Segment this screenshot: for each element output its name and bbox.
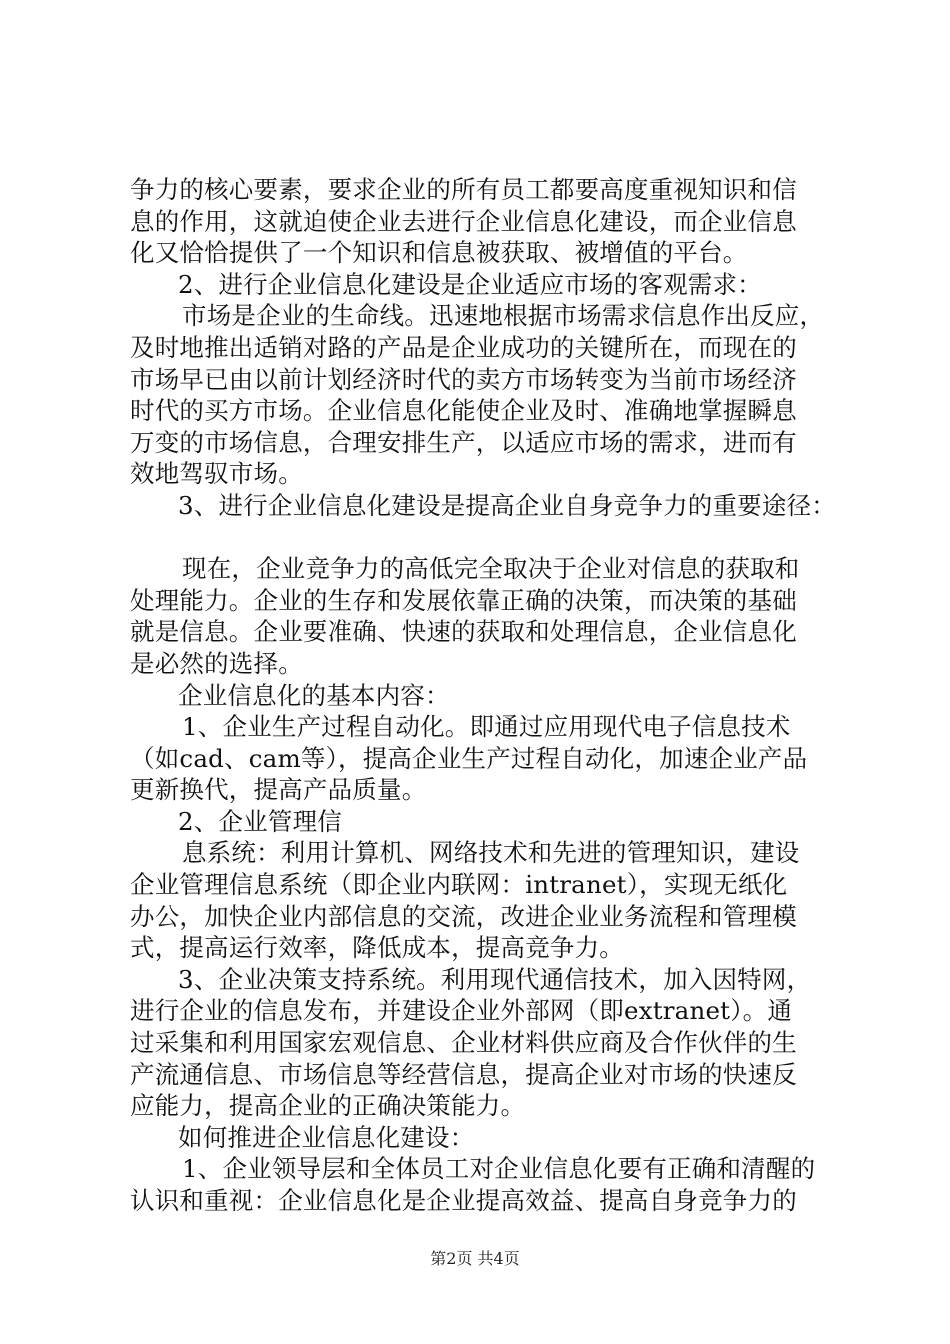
text-line: 息的作用，这就迫使企业去进行企业信息化建设，而企业信息 <box>130 206 797 236</box>
text-line: 企业管理信息系统（即企业内联网：intranet），实现无纸化 <box>130 870 788 900</box>
document-body <box>130 174 836 1217</box>
text-line: 1、企业领导层和全体员工对企业信息化要有正确和清醒的 <box>182 1154 816 1184</box>
section-heading: 2、企业管理信 <box>178 806 342 836</box>
text-line: 1、企业生产过程自动化。即通过应用现代电子信息技术 <box>182 712 791 742</box>
text-line: 式，提高运行效率，降低成本，提高竞争力。 <box>130 933 624 963</box>
section-heading: 企业信息化的基本内容： <box>178 680 450 710</box>
text-line: （如cad、cam等），提高企业生产过程自动化，加速企业产品 <box>130 743 808 773</box>
text-line: 现在，企业竞争力的高低完全取决于企业对信息的获取和 <box>182 554 800 584</box>
text-line: 化又恰恰提供了一个知识和信息被获取、被增值的平台。 <box>130 238 748 268</box>
text-line: 效地驾驭市场。 <box>130 459 303 489</box>
text-line: 及时地推出适销对路的产品是企业成功的关键所在，而现在的 <box>130 332 797 362</box>
text-line: 争力的核心要素，要求企业的所有员工都要高度重视知识和信 <box>130 175 797 204</box>
text-line: 过采集和利用国家宏观信息、企业材料供应商及合作伙伴的生 <box>130 1028 797 1058</box>
text-line: 3、企业决策支持系统。利用现代通信技术，加入因特网， <box>178 964 812 994</box>
text-line: 进行企业的信息发布，并建设企业外部网（即extranet）。通 <box>130 996 793 1026</box>
text-line: 产流通信息、市场信息等经营信息，提高企业对市场的快速反 <box>130 1059 797 1089</box>
text-line: 应能力，提高企业的正确决策能力。 <box>130 1091 526 1121</box>
page-number-footer: 第2页 共4页 <box>430 1249 520 1268</box>
section-heading: 如何推进企业信息化建设： <box>178 1122 475 1152</box>
section-heading: 3、进行企业信息化建设是提高企业自身竞争力的重要途径： <box>178 490 836 520</box>
text-line: 办公，加快企业内部信息的交流，改进企业业务流程和管理模 <box>130 901 797 931</box>
text-line: 是必然的选择。 <box>130 648 303 678</box>
text-line: 更新换代，提高产品质量。 <box>130 775 427 805</box>
text-line: 认识和重视：企业信息化是企业提高效益、提高自身竞争力的 <box>130 1186 797 1215</box>
text-line: 万变的市场信息，合理安排生产，以适应市场的需求，进而有 <box>130 427 797 457</box>
text-line: 就是信息。企业要准确、快速的获取和处理信息，企业信息化 <box>130 617 797 647</box>
section-heading: 2、进行企业信息化建设是企业适应市场的客观需求： <box>178 269 762 299</box>
text-line: 处理能力。企业的生存和发展依靠正确的决策，而决策的基础 <box>130 585 797 615</box>
text-line: 市场早已由以前计划经济时代的卖方市场转变为当前市场经济 <box>130 364 797 394</box>
text-line: 时代的买方市场。企业信息化能使企业及时、准确地掌握瞬息 <box>130 396 797 426</box>
text-line: 息系统：利用计算机、网络技术和先进的管理知识，建设 <box>182 838 800 868</box>
text-line: 市场是企业的生命线。迅速地根据市场需求信息作出反应， <box>182 301 825 331</box>
blank-line <box>130 522 830 554</box>
